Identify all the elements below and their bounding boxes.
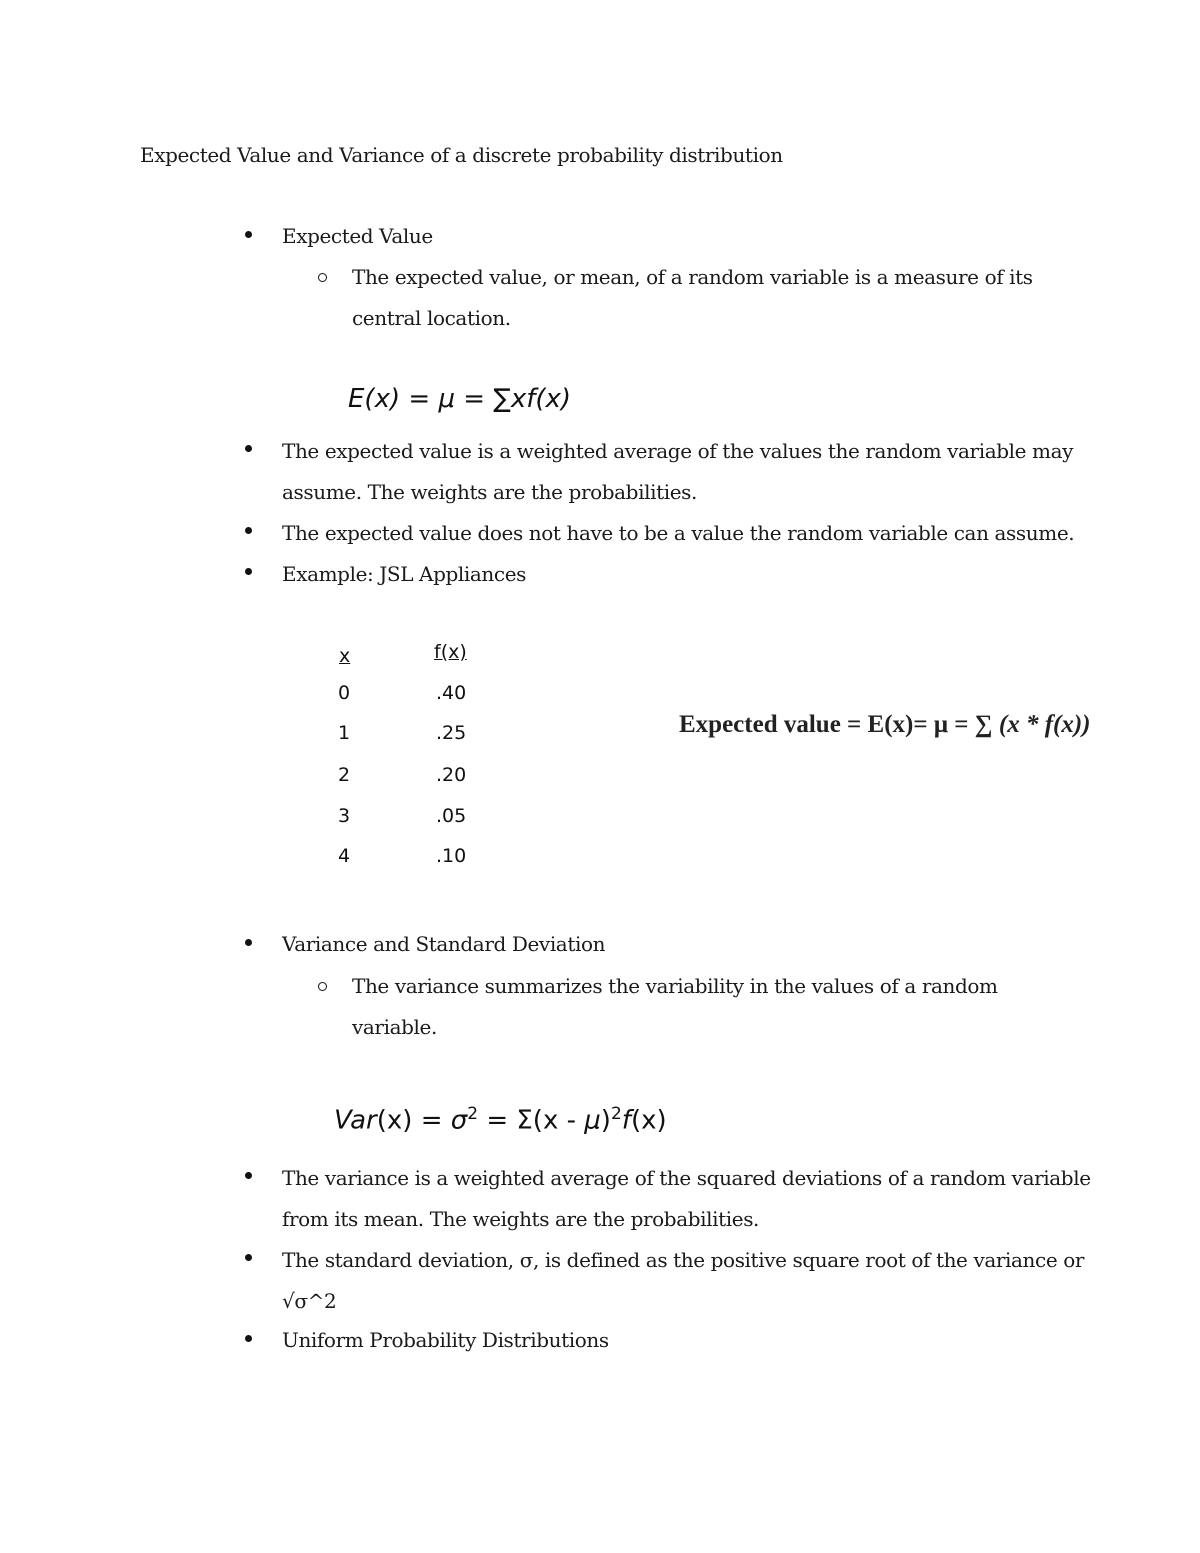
- var-formula-sigma: σ: [450, 1105, 468, 1136]
- var-formula-sq2: 2: [610, 1104, 622, 1124]
- sub-bullet-icon: [318, 982, 327, 991]
- var-formula-arg: (x) =: [376, 1105, 451, 1136]
- expected-value-point1-line1: The expected value is a weighted average of the values the random variable may: [282, 439, 1073, 463]
- var-formula-sq: 2: [467, 1104, 479, 1124]
- var-formula-f: f: [621, 1105, 631, 1136]
- var-formula-mid: = Σ(x -: [478, 1105, 585, 1136]
- expected-value-heading: Expected Value: [282, 224, 433, 248]
- variance-point2-line1: The standard deviation, σ, is defined as the positive square root of the variance or: [282, 1248, 1085, 1272]
- formula-f: f: [526, 384, 536, 414]
- variance-heading: Variance and Standard Deviation: [282, 932, 606, 956]
- bullet-icon: [245, 1254, 252, 1261]
- bullet-icon: [245, 1335, 252, 1342]
- table-cell-x: 3: [338, 805, 351, 827]
- table-cell-x: 1: [338, 722, 351, 744]
- var-formula-var: Var: [334, 1105, 377, 1136]
- variance-point1-line1: The variance is a weighted average of the squared deviations of a random variable: [282, 1166, 1091, 1190]
- document-title: Expected Value and Variance of a discrete probability distribution: [140, 143, 783, 167]
- table-header-fx: f(x): [434, 641, 467, 663]
- variance-point2-line2: √σ^2: [282, 1289, 337, 1313]
- table-cell-x: 4: [338, 845, 351, 867]
- var-formula-close: ): [600, 1105, 611, 1136]
- expected-value-formula: [348, 384, 571, 414]
- formula-lhs: E(x): [348, 384, 401, 414]
- bullet-icon: [245, 445, 252, 452]
- ev-formula-star: *: [1019, 711, 1045, 738]
- table-cell-fx: .10: [436, 845, 467, 867]
- sub-bullet-icon: [318, 273, 327, 282]
- ev-formula-open: (: [998, 711, 1008, 738]
- variance-definition-line2: variable.: [352, 1015, 437, 1039]
- formula-mu: μ: [438, 384, 455, 414]
- expected-value-definition-line1: The expected value, or mean, of a random variable is a measure of its: [352, 265, 1033, 289]
- ev-formula-arg: (x)): [1053, 711, 1091, 738]
- bullet-icon: [245, 231, 252, 238]
- bullet-icon: [245, 1172, 252, 1179]
- formula-eq1: =: [400, 384, 439, 414]
- table-cell-x: 0: [338, 682, 351, 704]
- var-formula-mu: μ: [584, 1105, 601, 1136]
- ev-formula-text: Expected value = E(x)= μ = ∑: [679, 711, 999, 738]
- table-cell-fx: .40: [436, 682, 467, 704]
- expected-value-computation-formula: [679, 711, 1091, 739]
- variance-formula: [334, 1104, 667, 1136]
- table-cell-fx: .20: [436, 764, 467, 786]
- variance-definition-line1: The variance summarizes the variability in the values of a random: [352, 974, 998, 998]
- variance-point3: Uniform Probability Distributions: [282, 1328, 609, 1352]
- formula-eq2: = ∑: [454, 384, 511, 414]
- formula-x: x: [510, 384, 527, 414]
- table-header-x: x: [339, 645, 351, 667]
- table-cell-x: 2: [338, 764, 351, 786]
- formula-fx-arg: (x): [535, 384, 572, 414]
- expected-value-point2: The expected value does not have to be a value the random variable can assume.: [282, 521, 1075, 545]
- expected-value-point1-line2: assume. The weights are the probabilities.: [282, 480, 697, 504]
- table-cell-fx: .05: [436, 805, 467, 827]
- bullet-icon: [245, 568, 252, 575]
- ev-formula-f: f: [1044, 711, 1054, 738]
- table-cell-fx: .25: [436, 722, 467, 744]
- variance-point1-line2: from its mean. The weights are the probabilities.: [282, 1207, 760, 1231]
- expected-value-definition-line2: central location.: [352, 306, 511, 330]
- example-label: Example: JSL Appliances: [282, 562, 527, 586]
- ev-formula-x: x: [1007, 711, 1020, 738]
- bullet-icon: [245, 939, 252, 946]
- var-formula-farg: (x): [630, 1105, 667, 1136]
- bullet-icon: [245, 527, 252, 534]
